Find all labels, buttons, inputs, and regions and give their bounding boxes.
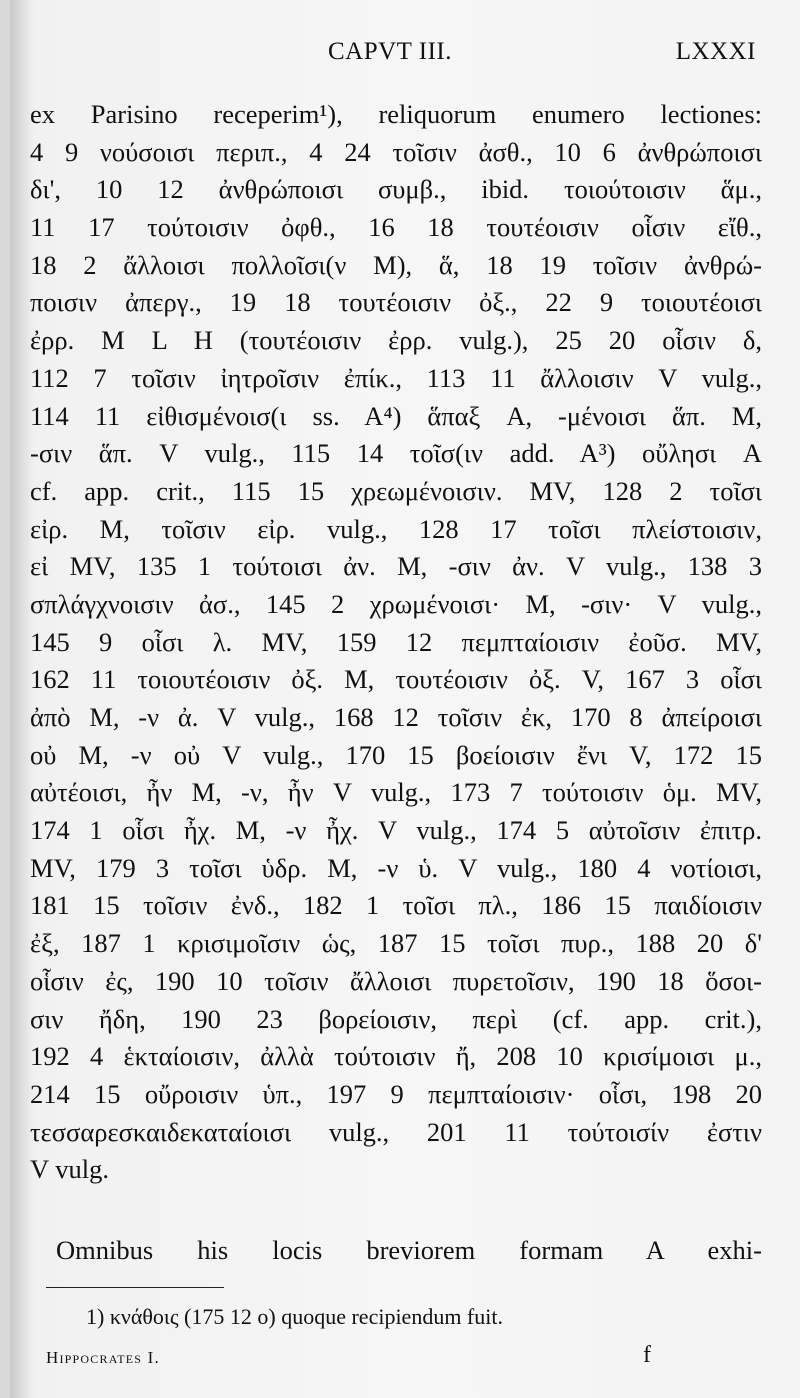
text-line: εἰ MV, 135 1 τούτοισι ἀν. M, -σιν ἀν. V vulg., 138 3 bbox=[30, 551, 762, 582]
text-line: 114 11 εἰθισμένοισ(ι ss. A⁴) ἅπαξ A, -μένοισι ἅπ. M, bbox=[30, 400, 762, 431]
text-line: 214 15 οὔροισιν ὑπ., 197 9 πεμπταίοισιν· οἷσι, 198 20 bbox=[30, 1078, 762, 1109]
text-line: σπλάγχνοισιν ἀσ., 145 2 χρωμένοισι· M, -σιν· V vulg., bbox=[30, 588, 762, 619]
footnote-divider bbox=[46, 1287, 224, 1288]
text-line: αὐτέοισι, ἦν M, -ν, ἦν V vulg., 173 7 τούτοισιν ὁμ. MV, bbox=[30, 777, 762, 808]
page-number: LXXXI bbox=[675, 38, 756, 65]
text-line: τεσσαρεσκαιδεκαταίοισι vulg., 201 11 τούτοισίν ἐστιν bbox=[30, 1116, 762, 1147]
text-line: 112 7 τοῖσιν ἰητροῖσιν ἐπίκ., 113 11 ἄλλοισιν V vulg., bbox=[30, 362, 762, 393]
text-line: ποισιν ἀπεργ., 19 18 τουτέοισιν ὀξ., 22 9 τοιουτέοισι bbox=[30, 287, 762, 318]
text-line: -σιν ἅπ. V vulg., 115 14 τοῖσ(ιν add. A³) οὔλησι A bbox=[30, 438, 762, 469]
text-line: οἷσιν ἐς, 190 10 τοῖσιν ἄλλοισι πυρετοῖσιν, 190 18 ὅσοι- bbox=[30, 965, 762, 996]
text-line: ex Parisino receperim¹), reliquorum enumero lectiones: bbox=[30, 99, 762, 129]
text-line: 4 9 νούσοισι περιπ., 4 24 τοῖσιν ἀσθ., 10 6 ἀνθρώποισι bbox=[30, 136, 762, 167]
text-line: οὐ M, -ν οὐ V vulg., 170 15 βοείοισιν ἔνι V, 172 15 bbox=[30, 739, 762, 770]
text-line: δι', 10 12 ἀνθρώποισι συμβ., ibid. τοιούτοισιν ἅμ., bbox=[30, 174, 762, 205]
text-line: εἰρ. M, τοῖσιν εἰρ. vulg., 128 17 τοῖσι πλείστοισιν, bbox=[30, 513, 762, 544]
text-line: ἀπὸ M, -ν ἀ. V vulg., 168 12 τοῖσιν ἐκ, 170 8 ἀπείροισι bbox=[30, 702, 762, 732]
text-line: 145 9 οἷσι λ. MV, 159 12 πεμπταίοισιν ἐοῦσ. MV, bbox=[30, 626, 762, 657]
text-line: 192 4 ἑκταίοισιν, ἀλλὰ τούτοισιν ἤ, 208 10 κρισίμοισι μ., bbox=[30, 1041, 762, 1072]
text-line: 11 17 τούτοισιν ὀφθ., 16 18 τουτέοισιν οἷσιν εἴθ., bbox=[30, 212, 762, 243]
main-paragraph bbox=[30, 96, 762, 1189]
text-line: V vulg. bbox=[30, 1154, 110, 1185]
running-head bbox=[10, 38, 800, 78]
text-line: cf. app. crit., 115 15 χρεωμένοισιν. MV, 128 2 τοῖσι bbox=[30, 475, 762, 506]
text-line: 18 2 ἄλλοισι πολλοῖσι(ν M), ἅ, 18 19 τοῖσιν ἀνθρώ- bbox=[30, 249, 762, 280]
signature-line bbox=[46, 1342, 746, 1378]
text-line: ἐρρ. M L H (τουτέοισιν ἐρρ. vulg.), 25 20 οἷσιν δ, bbox=[30, 325, 762, 356]
text-line: 174 1 οἷσι ἦχ. M, -ν ἦχ. V vulg., 174 5 αὐτοῖσιν ἐπιτρ. bbox=[30, 815, 762, 846]
text-line: 162 11 τοιουτέοισιν ὀξ. M, τουτέοισιν ὀξ. V, 167 3 οἷσι bbox=[30, 664, 762, 695]
signature-letter: f bbox=[643, 1342, 651, 1368]
text-line: MV, 179 3 τοῖσι ὑδρ. M, -ν ὑ. V vulg., 180 4 νοτίοισι, bbox=[30, 852, 762, 883]
second-paragraph bbox=[30, 1232, 762, 1270]
text-line: σιν ἤδη, 190 23 βορείοισιν, περὶ (cf. app. crit.), bbox=[30, 1003, 762, 1034]
text-line: ἐξ, 187 1 κρισιμοῖσιν ὡς, 187 15 τοῖσι πυρ., 188 20 δ' bbox=[30, 928, 762, 959]
chapter-title: CAPVT III. bbox=[328, 38, 452, 65]
book-page bbox=[10, 0, 800, 1398]
text-line: Omnibus his locis breviorem formam A exhi- bbox=[56, 1235, 762, 1265]
text-line: 181 15 τοῖσιν ἐνδ., 182 1 τοῖσι πλ., 186 15 παιδίοισιν bbox=[30, 890, 762, 921]
footnote: 1) κνάθοις (175 12 o) quoque recipiendum fuit. bbox=[86, 1304, 503, 1329]
signature-mark: Hippocrates I. bbox=[46, 1348, 160, 1367]
